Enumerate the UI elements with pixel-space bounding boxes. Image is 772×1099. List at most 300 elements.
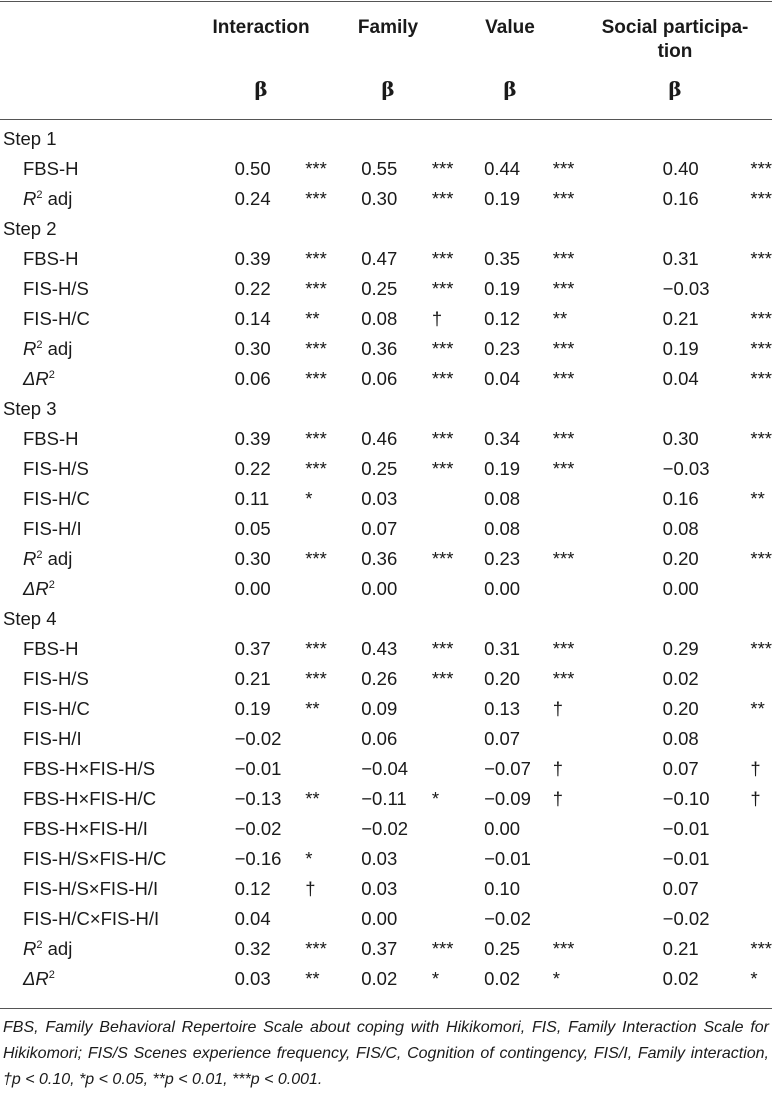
significance-marker xyxy=(432,724,484,754)
beta-value: 0.22 xyxy=(234,458,271,479)
significance-marker xyxy=(432,214,484,244)
significance-marker: *** xyxy=(305,278,327,299)
header-social-line1: Social participa- xyxy=(601,17,749,38)
significance-marker: *** xyxy=(750,338,772,359)
significance-marker xyxy=(553,124,663,154)
table-row xyxy=(0,784,772,814)
significance-marker xyxy=(750,514,772,544)
significance-marker: *** xyxy=(305,938,327,959)
beta-value: 0.39 xyxy=(234,428,271,449)
table-row xyxy=(0,874,772,904)
beta-value: −0.01 xyxy=(662,848,710,869)
significance-marker xyxy=(553,814,663,844)
beta-value: 0.00 xyxy=(361,908,398,929)
table-row xyxy=(0,634,772,664)
beta-value: 0.23 xyxy=(484,548,521,569)
beta-value: −0.13 xyxy=(234,788,282,809)
beta-value: −0.11 xyxy=(361,788,407,809)
beta-value: 0.07 xyxy=(662,878,699,899)
significance-marker xyxy=(432,574,484,604)
significance-marker: * xyxy=(431,968,440,989)
beta-value: −0.01 xyxy=(484,848,531,869)
significance-marker: † xyxy=(305,878,316,899)
significance-marker xyxy=(750,274,772,304)
significance-marker: *** xyxy=(431,188,454,209)
beta-value: 0.06 xyxy=(361,368,398,389)
table-row xyxy=(0,184,772,214)
step-row xyxy=(0,124,772,154)
significance-marker xyxy=(750,604,772,634)
table-row xyxy=(0,244,772,274)
row-label: FIS-H/C xyxy=(23,488,90,509)
significance-marker: *** xyxy=(552,668,575,689)
beta-value: 0.25 xyxy=(361,458,398,479)
beta-value: 0.47 xyxy=(361,248,398,269)
significance-marker xyxy=(305,904,361,934)
beta-value xyxy=(225,394,306,424)
significance-marker xyxy=(432,844,484,874)
beta-social-participation: β xyxy=(668,77,682,101)
table-footnote xyxy=(3,1015,769,1093)
beta-value: 0.44 xyxy=(484,158,521,179)
row-label: $R^2$ adj xyxy=(23,188,73,209)
table-row xyxy=(0,424,772,454)
significance-marker: ** xyxy=(750,488,765,509)
significance-marker: *** xyxy=(431,338,454,359)
significance-marker: *** xyxy=(552,638,575,659)
significance-marker xyxy=(553,904,663,934)
beta-value xyxy=(361,394,432,424)
row-label: FBS-H xyxy=(23,428,79,449)
significance-marker xyxy=(432,124,484,154)
significance-marker: *** xyxy=(750,368,772,389)
significance-marker: *** xyxy=(305,548,327,569)
significance-marker: *** xyxy=(552,278,575,299)
beta-value xyxy=(663,604,751,634)
table-row xyxy=(0,934,772,964)
row-label: Step 2 xyxy=(3,218,57,239)
significance-marker: ** xyxy=(305,698,320,719)
beta-value: 0.16 xyxy=(662,488,699,509)
beta-value: −0.02 xyxy=(361,818,409,839)
beta-value: −0.02 xyxy=(484,908,531,929)
beta-value: 0.04 xyxy=(234,908,271,929)
table-row xyxy=(0,724,772,754)
beta-value: −0.10 xyxy=(662,788,710,809)
beta-value xyxy=(361,124,432,154)
row-label: $R^2$ adj xyxy=(23,338,73,359)
beta-value: −0.09 xyxy=(484,788,531,809)
significance-marker: † xyxy=(552,788,564,809)
beta-value: 0.36 xyxy=(361,338,398,359)
significance-marker xyxy=(553,214,663,244)
beta-value: 0.19 xyxy=(484,188,521,209)
significance-marker xyxy=(750,724,772,754)
beta-family: β xyxy=(381,77,395,101)
significance-marker xyxy=(750,814,772,844)
significance-marker: *** xyxy=(431,158,454,179)
beta-value: 0.04 xyxy=(662,368,699,389)
beta-value: 0.19 xyxy=(484,458,521,479)
table-row xyxy=(0,484,772,514)
row-label: FIS-H/I xyxy=(23,518,82,539)
significance-marker xyxy=(432,694,484,724)
beta-value: 0.20 xyxy=(484,668,521,689)
significance-marker xyxy=(750,124,772,154)
significance-marker: * xyxy=(305,848,313,869)
significance-marker: *** xyxy=(552,548,575,569)
beta-value: 0.55 xyxy=(361,158,398,179)
beta-value: 0.20 xyxy=(662,548,699,569)
beta-value: 0.16 xyxy=(662,188,699,209)
table-row xyxy=(0,844,772,874)
significance-marker: *** xyxy=(552,248,575,269)
row-label: FIS-H/C xyxy=(23,308,90,329)
beta-value: 0.02 xyxy=(484,968,521,989)
significance-marker: *** xyxy=(431,548,454,569)
beta-value: 0.30 xyxy=(234,548,271,569)
row-label: FIS-H/S xyxy=(23,278,89,299)
beta-value: −0.16 xyxy=(234,848,282,869)
beta-value: 0.46 xyxy=(361,428,398,449)
beta-value: 0.30 xyxy=(234,338,271,359)
beta-value: β xyxy=(503,77,517,101)
beta-value: 0.02 xyxy=(662,968,699,989)
significance-marker: † xyxy=(431,308,443,329)
footnote-text: FBS, Family Behavioral Repertoire Scale about coping with Hikikomori, FIS, Family Interaction Scale for Hikikomori; FIS/S Scenes experience frequency, FIS/C, Cognition of contingency, FIS/I, Family interaction, †p < 0.10, *p < 0.05, **p < 0.01, ***p < 0.001. xyxy=(3,1019,769,1088)
significance-marker xyxy=(432,814,484,844)
beta-value xyxy=(484,394,553,424)
row-label: Step 4 xyxy=(3,608,57,629)
table-row xyxy=(0,964,772,994)
table-row xyxy=(0,364,772,394)
table-body xyxy=(0,124,772,994)
significance-marker xyxy=(305,214,361,244)
beta-value xyxy=(484,124,553,154)
significance-marker xyxy=(432,394,484,424)
table-row xyxy=(0,274,772,304)
row-label: FBS-H xyxy=(23,638,79,659)
beta-value: 0.13 xyxy=(484,698,521,719)
significance-marker: † xyxy=(552,758,564,779)
row-label: FIS-H/S xyxy=(23,668,89,689)
beta-value: 0.08 xyxy=(484,488,521,509)
step-row xyxy=(0,394,772,424)
beta-value: 0.00 xyxy=(484,578,521,599)
significance-marker: *** xyxy=(750,248,772,269)
row-label: FBS-H×FIS-H/I xyxy=(23,818,148,839)
beta-value: 0.23 xyxy=(484,338,521,359)
table-row xyxy=(0,814,772,844)
significance-marker xyxy=(553,484,663,514)
significance-marker xyxy=(750,904,772,934)
significance-marker xyxy=(750,664,772,694)
row-label: FBS-H xyxy=(23,158,79,179)
beta-value: 0.08 xyxy=(484,518,521,539)
significance-marker xyxy=(553,844,663,874)
beta-value xyxy=(663,214,751,244)
beta-value xyxy=(361,214,432,244)
beta-value: 0.00 xyxy=(234,578,271,599)
beta-value: 0.05 xyxy=(234,518,271,539)
beta-value: 0.29 xyxy=(662,638,699,659)
significance-marker: *** xyxy=(431,668,454,689)
step-row xyxy=(0,604,772,634)
beta-value: 0.39 xyxy=(234,248,271,269)
beta-value xyxy=(663,124,751,154)
significance-marker: * xyxy=(431,788,440,809)
beta-value: 0.31 xyxy=(484,638,521,659)
significance-marker: *** xyxy=(305,638,327,659)
significance-marker xyxy=(553,874,663,904)
significance-marker xyxy=(305,814,361,844)
beta-interaction: β xyxy=(254,77,268,101)
header-social-line2: tion xyxy=(657,41,693,62)
significance-marker: *** xyxy=(750,938,772,959)
beta-value: 0.02 xyxy=(662,668,699,689)
beta-value: 0.36 xyxy=(361,548,398,569)
beta-value: 0.21 xyxy=(662,308,699,329)
significance-marker: *** xyxy=(305,158,327,179)
significance-marker: *** xyxy=(431,248,454,269)
beta-value: 0.40 xyxy=(662,158,699,179)
beta-value: 0.07 xyxy=(361,518,398,539)
beta-value xyxy=(663,394,751,424)
beta-value: 0.30 xyxy=(361,188,398,209)
header-family: Family xyxy=(357,17,419,38)
beta-value: 0.19 xyxy=(662,338,699,359)
table-row xyxy=(0,334,772,364)
significance-marker xyxy=(750,844,772,874)
beta-value: 0.24 xyxy=(234,188,271,209)
beta-value: −0.02 xyxy=(234,818,282,839)
significance-marker: * xyxy=(305,488,313,509)
regression-table xyxy=(0,124,772,994)
beta-value: 0.00 xyxy=(484,818,521,839)
beta-value xyxy=(484,214,553,244)
significance-marker xyxy=(750,574,772,604)
significance-marker xyxy=(432,754,484,784)
beta-value: 0.08 xyxy=(361,308,398,329)
row-label: $R^2$ adj xyxy=(23,548,73,569)
beta-value xyxy=(361,604,432,634)
table-row xyxy=(0,544,772,574)
significance-marker: *** xyxy=(305,188,327,209)
significance-marker: *** xyxy=(305,668,327,689)
row-label: FIS-H/I xyxy=(23,728,82,749)
header-bottom-rule xyxy=(0,119,772,120)
significance-marker: * xyxy=(750,968,758,989)
significance-marker xyxy=(432,874,484,904)
beta-value: 0.00 xyxy=(361,578,398,599)
significance-marker xyxy=(305,754,361,784)
beta-value: 0.32 xyxy=(234,938,271,959)
significance-marker xyxy=(553,724,663,754)
beta-value: 0.00 xyxy=(662,578,699,599)
significance-marker: *** xyxy=(750,158,772,179)
significance-marker: *** xyxy=(305,458,327,479)
header-social-participation xyxy=(580,16,770,64)
beta-value: 0.25 xyxy=(361,278,398,299)
significance-marker xyxy=(750,214,772,244)
significance-marker: *** xyxy=(552,428,575,449)
significance-marker: † xyxy=(750,758,761,779)
row-label: $\Delta R^2$ xyxy=(23,578,55,599)
beta-value: 0.07 xyxy=(484,728,521,749)
significance-marker xyxy=(305,514,361,544)
row-label: FIS-H/S×FIS-H/C xyxy=(23,848,167,869)
beta-value: 0.30 xyxy=(662,428,699,449)
significance-marker: *** xyxy=(431,278,454,299)
beta-value: 0.03 xyxy=(361,848,398,869)
row-label: FIS-H/C xyxy=(23,698,90,719)
row-label: FIS-H/S×FIS-H/I xyxy=(23,878,159,899)
beta-value: 0.22 xyxy=(234,278,271,299)
significance-marker: *** xyxy=(750,638,772,659)
header-interaction: Interaction xyxy=(212,17,310,38)
significance-marker xyxy=(432,484,484,514)
table-row xyxy=(0,154,772,184)
significance-marker: *** xyxy=(431,428,454,449)
beta-value: 0.21 xyxy=(662,938,699,959)
significance-marker: ** xyxy=(305,788,320,809)
significance-marker xyxy=(750,394,772,424)
beta-value xyxy=(225,214,306,244)
significance-marker: *** xyxy=(431,368,454,389)
beta-value: 0.35 xyxy=(484,248,521,269)
significance-marker: *** xyxy=(431,638,454,659)
significance-marker xyxy=(432,514,484,544)
table-row xyxy=(0,304,772,334)
significance-marker xyxy=(305,724,361,754)
table-row xyxy=(0,664,772,694)
significance-marker xyxy=(432,604,484,634)
beta-value: 0.03 xyxy=(361,488,398,509)
beta-value: 0.43 xyxy=(361,638,398,659)
beta-value: 0.12 xyxy=(234,878,271,899)
significance-marker: *** xyxy=(552,188,575,209)
beta-value: 0.14 xyxy=(234,308,271,329)
row-label: FBS-H xyxy=(23,248,79,269)
significance-marker: *** xyxy=(431,938,454,959)
beta-value: −0.02 xyxy=(662,908,710,929)
beta-value: 0.31 xyxy=(662,248,699,269)
beta-value: 0.10 xyxy=(484,878,521,899)
significance-marker xyxy=(553,514,663,544)
table-row xyxy=(0,574,772,604)
significance-marker xyxy=(305,394,361,424)
significance-marker: *** xyxy=(305,368,327,389)
beta-value: 0.03 xyxy=(234,968,271,989)
table-bottom-rule xyxy=(0,1008,772,1009)
row-label: $\Delta R^2$ xyxy=(23,368,55,389)
beta-value: −0.01 xyxy=(234,758,282,779)
significance-marker: † xyxy=(750,788,761,809)
beta-value: 0.11 xyxy=(234,488,270,509)
significance-marker: *** xyxy=(750,548,772,569)
beta-value: 0.19 xyxy=(234,698,271,719)
beta-value: 0.03 xyxy=(361,878,398,899)
significance-marker xyxy=(750,454,772,484)
beta-value: −0.07 xyxy=(484,758,531,779)
significance-marker xyxy=(553,574,663,604)
significance-marker xyxy=(305,124,361,154)
significance-marker: *** xyxy=(552,368,575,389)
significance-marker: *** xyxy=(552,458,575,479)
table-row xyxy=(0,694,772,724)
beta-value: 0.25 xyxy=(484,938,521,959)
significance-marker: ** xyxy=(552,308,568,329)
beta-value: 0.04 xyxy=(484,368,521,389)
beta-value: 0.06 xyxy=(361,728,398,749)
significance-marker xyxy=(305,604,361,634)
beta-value: 0.08 xyxy=(662,728,699,749)
table-row xyxy=(0,904,772,934)
beta-value: 0.19 xyxy=(484,278,521,299)
significance-marker: *** xyxy=(552,158,575,179)
significance-marker xyxy=(750,874,772,904)
beta-value: 0.37 xyxy=(361,938,398,959)
beta-value: 0.07 xyxy=(662,758,699,779)
significance-marker: *** xyxy=(305,338,327,359)
beta-value: 0.21 xyxy=(234,668,271,689)
significance-marker xyxy=(432,904,484,934)
row-label: $R^2$ adj xyxy=(23,938,73,959)
significance-marker xyxy=(305,574,361,604)
significance-marker: ** xyxy=(750,698,765,719)
beta-value: 0.12 xyxy=(484,308,521,329)
beta-value: −0.04 xyxy=(361,758,409,779)
step-row xyxy=(0,214,772,244)
table-row xyxy=(0,754,772,784)
row-label: FIS-H/S xyxy=(23,458,89,479)
beta-value: −0.02 xyxy=(234,728,282,749)
significance-marker: *** xyxy=(552,338,575,359)
beta-value: 0.02 xyxy=(361,968,398,989)
table-row xyxy=(0,514,772,544)
beta-value: 0.09 xyxy=(361,698,398,719)
significance-marker xyxy=(553,604,663,634)
row-label: Step 3 xyxy=(3,398,57,419)
beta-value: −0.03 xyxy=(662,278,710,299)
significance-marker: † xyxy=(552,698,564,719)
row-label: FBS-H×FIS-H/C xyxy=(23,788,157,809)
significance-marker: * xyxy=(552,968,560,989)
beta-value: 0.50 xyxy=(234,158,271,179)
beta-value: 0.34 xyxy=(484,428,521,449)
table-row xyxy=(0,454,772,484)
significance-marker: *** xyxy=(750,428,772,449)
beta-value xyxy=(225,604,306,634)
beta-value: −0.01 xyxy=(662,818,710,839)
significance-marker xyxy=(553,394,663,424)
significance-marker: *** xyxy=(552,938,575,959)
beta-value: 0.06 xyxy=(234,368,271,389)
table-top-rule xyxy=(0,1,772,2)
significance-marker: *** xyxy=(305,248,327,269)
significance-marker: ** xyxy=(305,968,320,989)
beta-value: −0.03 xyxy=(662,458,710,479)
row-label: FBS-H×FIS-H/S xyxy=(23,758,156,779)
beta-value xyxy=(484,604,553,634)
beta-value: 0.37 xyxy=(234,638,271,659)
significance-marker: ** xyxy=(305,308,320,329)
significance-marker: *** xyxy=(750,308,772,329)
significance-marker: *** xyxy=(431,458,454,479)
significance-marker: *** xyxy=(750,188,772,209)
beta-value: 0.08 xyxy=(662,518,699,539)
row-label: Step 1 xyxy=(3,128,57,149)
